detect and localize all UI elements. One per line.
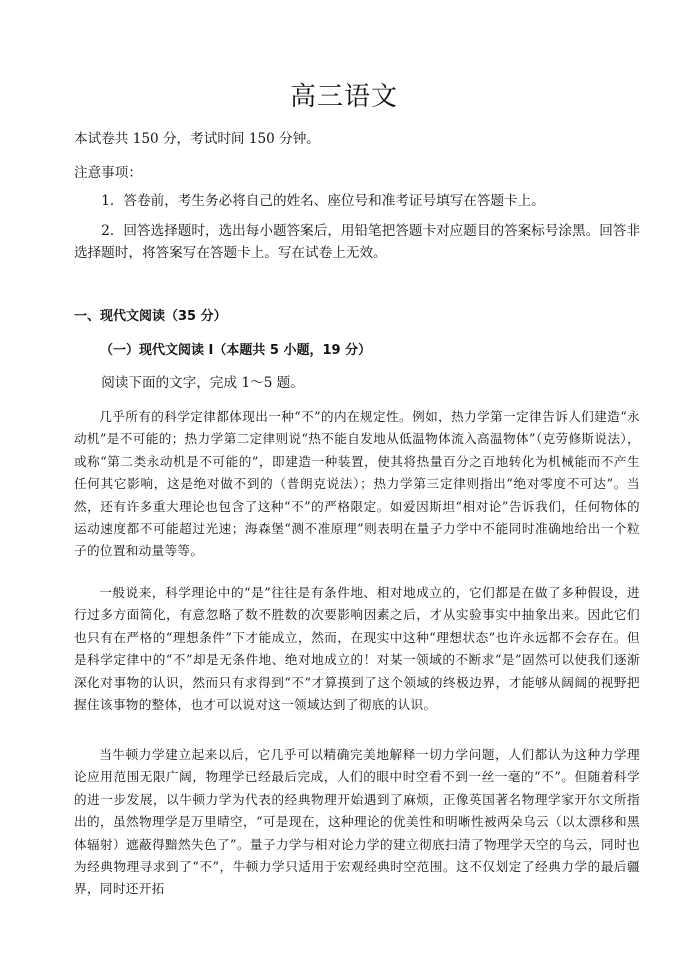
notice-item-1: 1．答卷前，考生务必将自己的姓名、座位号和准考证号填写在答题卡上。 <box>101 193 545 209</box>
exam-info: 本试卷共 150 分，考试时间 150 分钟。 <box>74 131 320 147</box>
notice-item-2: 2．回答选择题时，选出每小题答案后，用铅笔把答题卡对应题目的答案标号涂黑。回答非选择题时，将答案写在答题卡上。写在试卷上无效。 <box>74 223 640 261</box>
section-heading: 一、现代文阅读（35 分） <box>74 309 227 324</box>
reading-instruction: 阅读下面的文字，完成 1～5 题。 <box>101 375 304 391</box>
passage-paragraph-3: 当牛顿力学建立起来以后，它几乎可以精确完美地解释一切力学问题，人们都认为这种力学理论应用范围无限广阔，物理学已经最后完成，人们的眼中时空看不到一丝一毫的“不”。但随着科学的进一步发展，以牛顿力学为代表的经典物理开始遇到了麻烦，正像英国著名物理学家开尔文所指出的，虽然物理学是万里晴空，“可是现在，这种理论的优美性和明晰性被两朵乌云（以太漂移和黑体辐射）遮蔽得黯然失色了”。量子力学与相对论力学的建立彻底扫清了物理学天空的乌云，同时也为经典物理寻求到了“不”，牛顿力学只适用于宏观经典时空范围。这不仅划定了经典力学的最后疆界，同时还开拓 <box>74 747 640 897</box>
page-title: 高三语文 <box>289 82 398 112</box>
subsection-heading: （一）现代文阅读 I（本题共 5 小题，19 分） <box>100 343 372 358</box>
notice-heading: 注意事项： <box>74 165 142 181</box>
passage-paragraph-1: 几乎所有的科学定律都体现出一种“不”的内在规定性。例如，热力学第一定律告诉人们建造“永动机”是不可能的；热力学第二定律则说“热不能自发地从低温物体流入高温物体”（克劳修斯说法），或称“第二类永动机是不可能的”，即建造一种装置，使其将热量百分之百地转化为机械能而不产生任何其它影响，这是绝对做不到的（普朗克说法）；热力学第三定律则指出“绝对零度不可达”。当然，还有许多重大理论也包含了这种“不”的严格限定。如爱因斯坦“相对论”告诉我们，任何物体的运动速度都不可能超过光速；海森堡“测不准原理”则表明在量子力学中不能同时准确地给出一个粒子的位置和动量等等。 <box>74 409 640 559</box>
passage-paragraph-2: 一般说来，科学理论中的“是”往往是有条件地、相对地成立的，它们都是在做了多种假设，进行过多方面简化，有意忽略了数不胜数的次要影响因素之后，才从实验事实中抽象出来。因此它们也只有在严格的“理想条件”下才能成立，然而，在现实中这种“理想状态”也许永远都不会存在。但是科学定律中的“不”却是无条件地、绝对地成立的！对某一领域的不断求“是”固然可以使我们逐渐深化对事物的认识，然而只有求得到“不”才算摸到了这个领域的终极边界，才能够从阔阔的视野把握住该事物的整体，也才可以说对这一领域达到了彻底的认识。 <box>74 585 640 713</box>
